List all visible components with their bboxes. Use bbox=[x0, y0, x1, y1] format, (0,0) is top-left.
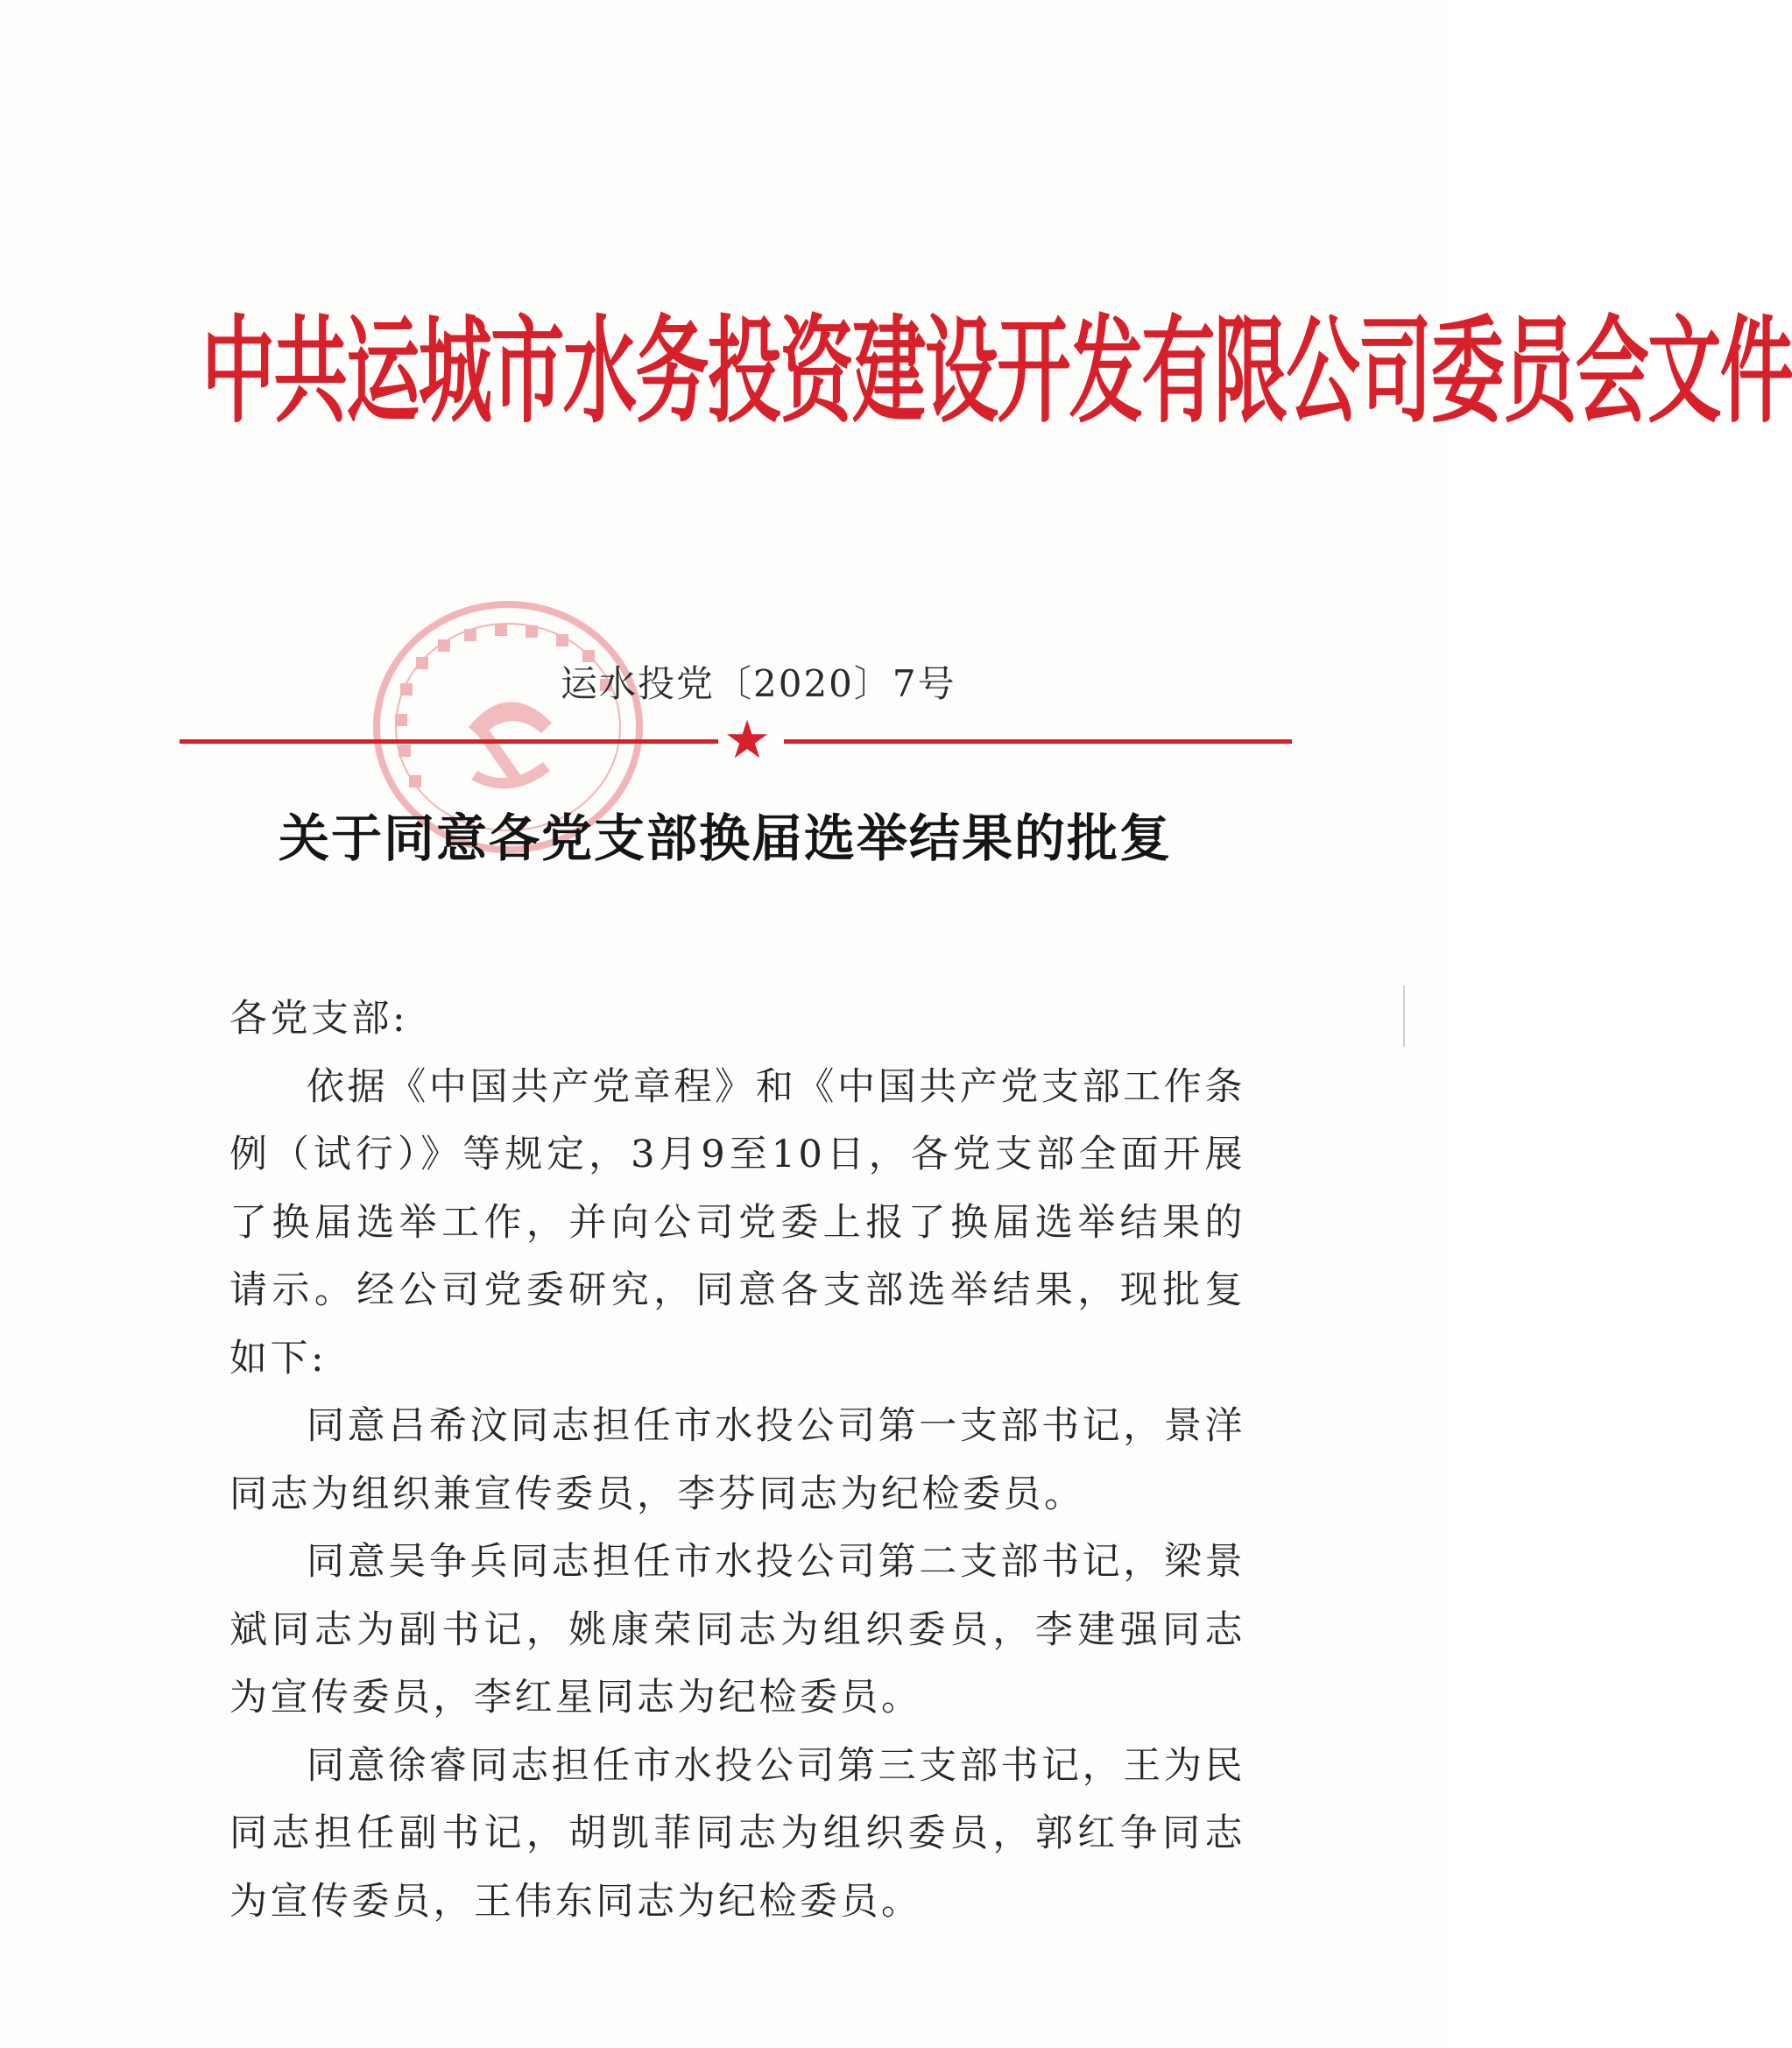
body-paragraph: 同意吕希汶同志担任市水投公司第一支部书记，景洋同志为组织兼宣传委员，李芬同志为纪检委员。 bbox=[229, 1404, 1245, 1516]
header-divider-right bbox=[784, 739, 1292, 744]
header-divider-left bbox=[180, 739, 718, 744]
body-paragraph: 同意徐睿同志担任市水投公司第三支部书记，王为民同志担任副书记，胡凯菲同志为组织委员，郭红争同志为宣传委员，王伟东同志为纪检委员。 bbox=[229, 1743, 1245, 1924]
issuing-authority-title: 中共运城市水务投资建设开发有限公司委员会文件 bbox=[201, 305, 1792, 440]
document-number: 运水投党〔2020〕7号 bbox=[561, 662, 956, 705]
document-title: 关于同意各党支部换届选举结果的批复 bbox=[279, 809, 1173, 868]
salutation: 各党支部: bbox=[229, 997, 408, 1041]
star-icon: ★ bbox=[723, 710, 771, 771]
scan-edge-mark bbox=[1403, 985, 1405, 1047]
bleed-through-text bbox=[236, 180, 280, 236]
body-paragraph: 依据《中国共产党章程》和《中国共产党支部工作条例（试行）》等规定，3月9至10日，各党支部全面开展了换届选举工作，并向公司党委上报了换届选举结果的请示。经公司党委研究，同意各支部选举结果，现批复如下: bbox=[229, 1064, 1245, 1381]
document-body bbox=[229, 985, 1245, 1936]
body-paragraph: 同意吴争兵同志担任市水投公司第二支部书记，梁景斌同志为副书记，姚康荣同志为组织委员，李建强同志为宣传委员，李红星同志为纪检委员。 bbox=[229, 1540, 1245, 1720]
